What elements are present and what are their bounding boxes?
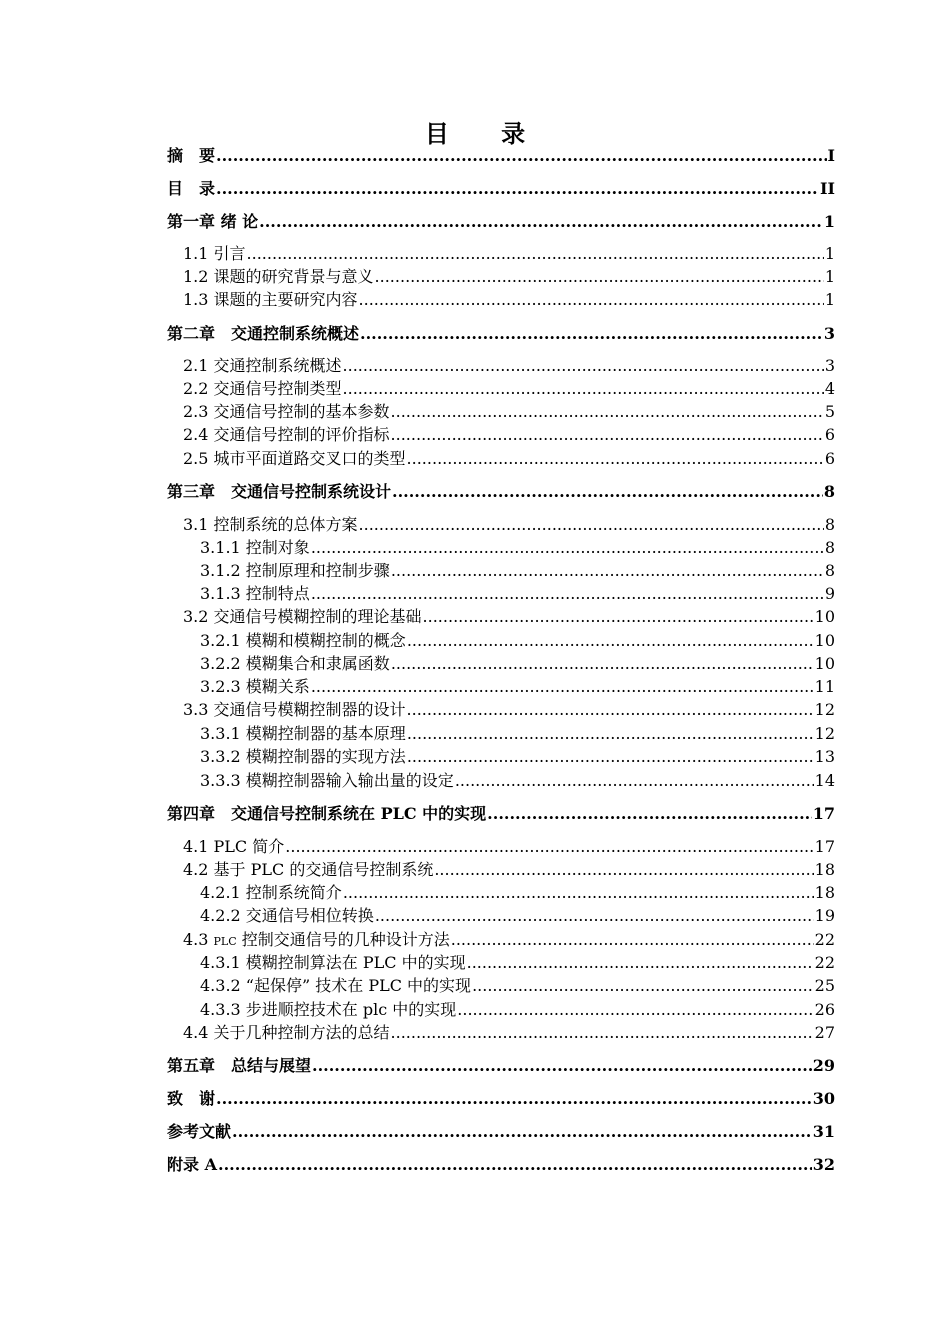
toc-page-number: 10 <box>814 654 835 673</box>
toc-section-entry[interactable] <box>167 378 835 400</box>
toc-section-entry[interactable] <box>167 243 835 265</box>
toc-section-entry[interactable] <box>167 355 835 377</box>
toc-page-number: 18 <box>814 860 835 879</box>
toc-entry-label: 2.1 交通控制系统概述 <box>183 356 342 375</box>
toc-page-number: 27 <box>814 1023 835 1042</box>
toc-entry-label: 摘 要 <box>167 146 216 165</box>
toc-section-entry[interactable] <box>167 583 835 605</box>
toc-dot-leader <box>423 606 814 628</box>
toc-dot-leader <box>375 905 814 927</box>
toc-page-number: 3 <box>823 324 835 343</box>
toc-section-entry[interactable] <box>167 746 835 768</box>
toc-entry-label: 1.1 引言 <box>183 244 246 263</box>
toc-entry-label: 3.3.2 模糊控制器的实现方法 <box>200 747 406 766</box>
toc-entry-label: 第二章 交通控制系统概述 <box>167 324 360 343</box>
toc-chapter-entry[interactable] <box>167 1121 835 1143</box>
toc-page-number: 8 <box>824 561 835 580</box>
toc-dot-leader <box>407 699 814 721</box>
toc-dot-leader <box>391 560 824 582</box>
toc-entry-label: 附录 A <box>167 1155 217 1174</box>
toc-page-number: 29 <box>812 1056 835 1075</box>
toc-chapter-entry[interactable] <box>167 1055 835 1077</box>
toc-chapter-entry[interactable] <box>167 803 835 825</box>
toc-section-entry[interactable] <box>167 699 835 721</box>
toc-dot-leader <box>391 1022 814 1044</box>
toc-page-number: 8 <box>824 538 835 557</box>
toc-dot-leader <box>472 975 814 997</box>
page-title: 目 录 <box>424 119 548 148</box>
toc-page-number: 31 <box>812 1122 835 1141</box>
toc-page-number: 30 <box>812 1089 835 1108</box>
toc-page-number: 1 <box>823 212 835 231</box>
toc-entry-label-abbrev: PLC <box>213 935 237 948</box>
toc-chapter-entry[interactable] <box>167 323 835 345</box>
toc-page-number: 32 <box>812 1155 835 1174</box>
toc-entry-label: 2.2 交通信号控制类型 <box>183 379 342 398</box>
toc-entry-label: 2.3 交通信号控制的基本参数 <box>183 402 390 421</box>
toc-page-number: 6 <box>824 425 835 444</box>
toc-section-entry[interactable] <box>167 606 835 628</box>
toc-entry-label: 2.4 交通信号控制的评价指标 <box>183 425 390 444</box>
toc-page-number: 12 <box>814 724 835 743</box>
toc-section-entry[interactable] <box>167 975 835 997</box>
toc-section-entry[interactable] <box>167 448 835 470</box>
toc-entry-label: 3.2.1 模糊和模糊控制的概念 <box>200 631 406 650</box>
toc-entry-label: 3.2.2 模糊集合和隶属函数 <box>200 654 390 673</box>
toc-entry-label: 3.1.2 控制原理和控制步骤 <box>200 561 390 580</box>
toc-page-number: 1 <box>824 244 835 263</box>
toc-dot-leader <box>216 178 819 200</box>
toc-page-number: 1 <box>824 290 835 309</box>
toc-dot-leader <box>391 424 824 446</box>
toc-dot-leader <box>312 1055 812 1077</box>
toc-entry-label: 致 谢 <box>167 1089 216 1108</box>
toc-dot-leader <box>457 999 813 1021</box>
toc-dot-leader <box>391 401 824 423</box>
toc-dot-leader <box>359 514 824 536</box>
toc-entry-label: 目 录 <box>167 179 216 198</box>
toc-entry-label: 4.2 基于 PLC 的交通信号控制系统 <box>183 860 434 879</box>
toc-chapter-entry[interactable] <box>167 1088 835 1110</box>
toc-dot-leader <box>259 211 823 233</box>
toc-section-entry[interactable] <box>167 424 835 446</box>
toc-dot-leader <box>455 770 814 792</box>
toc-dot-leader <box>451 929 814 951</box>
toc-entry-label: 3.1 控制系统的总体方案 <box>183 515 358 534</box>
toc-section-entry[interactable] <box>167 289 835 311</box>
toc-dot-leader <box>359 289 824 311</box>
toc-page-number: 17 <box>812 804 835 823</box>
toc-page-number: 19 <box>814 906 835 925</box>
toc-section-entry[interactable] <box>167 723 835 745</box>
toc-section-entry[interactable] <box>167 999 835 1021</box>
toc-chapter-entry[interactable] <box>167 211 835 233</box>
toc-page-number: 9 <box>824 584 835 603</box>
toc-section-entry[interactable] <box>167 836 835 858</box>
toc-chapter-entry[interactable] <box>167 481 835 503</box>
toc-dot-leader <box>343 378 824 400</box>
toc-dot-leader <box>487 803 812 825</box>
toc-entry-label: 1.2 课题的研究背景与意义 <box>183 267 374 286</box>
toc-section-entry[interactable] <box>167 952 835 974</box>
toc-page-number: 3 <box>824 356 835 375</box>
toc-entry-label: 2.5 城市平面道路交叉口的类型 <box>183 449 406 468</box>
toc-entry-label: 第一章 绪 论 <box>167 212 259 231</box>
toc-chapter-entry[interactable] <box>167 1154 835 1176</box>
toc-page-number: 5 <box>824 402 835 421</box>
toc-entry-label <box>183 929 450 953</box>
toc-dot-leader <box>407 723 814 745</box>
toc-section-entry[interactable] <box>167 560 835 582</box>
toc-entry-label: 3.1.3 控制特点 <box>200 584 310 603</box>
toc-page-number: 13 <box>814 747 835 766</box>
toc-dot-leader <box>407 630 814 652</box>
toc-page-number: 25 <box>814 976 835 995</box>
toc-section-entry[interactable] <box>167 905 835 927</box>
toc-dot-leader <box>343 882 814 904</box>
toc-section-entry[interactable] <box>167 882 835 904</box>
toc-dot-leader <box>434 859 813 881</box>
toc-entry-label: 4.3.2 “起保停” 技术在 PLC 中的实现 <box>200 976 472 995</box>
toc-page-number: 11 <box>814 677 835 696</box>
toc-entry-label: 3.3.1 模糊控制器的基本原理 <box>200 724 406 743</box>
toc-entry-label: 1.3 课题的主要研究内容 <box>183 290 358 309</box>
toc-page-number: 22 <box>814 953 835 972</box>
toc-dot-leader <box>343 355 824 377</box>
toc-page-number: 14 <box>814 771 835 790</box>
toc-page-number: 22 <box>814 930 835 949</box>
toc-page-number: 6 <box>824 449 835 468</box>
toc-page-number: 26 <box>814 1000 835 1019</box>
toc-dot-leader <box>232 1121 812 1143</box>
toc-chapter-entry[interactable] <box>167 178 835 200</box>
toc-entry-label: 3.3 交通信号模糊控制器的设计 <box>183 700 406 719</box>
toc-entry-label: 第五章 总结与展望 <box>167 1056 312 1075</box>
toc-dot-leader <box>407 448 824 470</box>
toc-dot-leader <box>311 583 824 605</box>
toc-entry-label: 第三章 交通信号控制系统设计 <box>167 482 392 501</box>
toc-page-number: I <box>827 146 835 165</box>
toc-entry-label: 3.2 交通信号模糊控制的理论基础 <box>183 607 422 626</box>
toc-dot-leader <box>467 952 814 974</box>
toc-entry-label: 4.1 PLC 简介 <box>183 837 285 856</box>
toc-entry-label: 3.2.3 模糊关系 <box>200 677 310 696</box>
toc-page-number: 8 <box>824 515 835 534</box>
toc-dot-leader <box>311 676 814 698</box>
toc-entry-label: 4.3.3 步进顺控技术在 plc 中的实现 <box>200 1000 457 1019</box>
toc-section-entry[interactable] <box>167 653 835 675</box>
toc-entry-label: 3.1.1 控制对象 <box>200 538 310 557</box>
toc-section-entry[interactable] <box>167 676 835 698</box>
toc-section-entry[interactable] <box>167 630 835 652</box>
toc-entry-label: 4.3.1 模糊控制算法在 PLC 中的实现 <box>200 953 466 972</box>
toc-section-entry[interactable] <box>167 514 835 536</box>
toc-dot-leader <box>311 537 824 559</box>
toc-entry-label-suffix: 控制交通信号的几种设计方法 <box>236 930 450 949</box>
toc-dot-leader <box>216 1088 812 1110</box>
toc-dot-leader <box>285 836 813 858</box>
toc-entry-label: 参考文献 <box>167 1122 232 1141</box>
toc-page-number: 4 <box>824 379 835 398</box>
toc-section-entry[interactable] <box>167 770 835 792</box>
toc-section-entry[interactable] <box>167 401 835 423</box>
toc-page-number: 1 <box>824 267 835 286</box>
toc-entry-label: 4.2.2 交通信号相位转换 <box>200 906 374 925</box>
toc-chapter-entry[interactable] <box>167 145 835 167</box>
toc-page-number: II <box>820 179 835 198</box>
toc-dot-leader <box>360 323 823 345</box>
toc-dot-leader <box>247 243 824 265</box>
toc-page-number: 8 <box>823 482 835 501</box>
toc-page-number: 10 <box>814 631 835 650</box>
toc-entry-label: 4.4 关于几种控制方法的总结 <box>183 1023 390 1042</box>
toc-page-number: 17 <box>814 837 835 856</box>
toc-dot-leader <box>375 266 824 288</box>
toc-section-entry[interactable] <box>167 859 835 881</box>
toc-entry-label: 第四章 交通信号控制系统在 PLC 中的实现 <box>167 804 487 823</box>
toc-page-number: 12 <box>814 700 835 719</box>
toc-dot-leader <box>216 145 827 167</box>
toc-dot-leader <box>407 746 814 768</box>
toc-section-entry[interactable] <box>167 266 835 288</box>
toc-page-number: 10 <box>814 607 835 626</box>
toc-page-number: 18 <box>814 883 835 902</box>
toc-entry-label: 4.2.1 控制系统简介 <box>200 883 342 902</box>
toc-section-entry[interactable] <box>167 929 835 951</box>
toc-entry-label: 3.3.3 模糊控制器输入输出量的设定 <box>200 771 454 790</box>
toc-section-entry[interactable] <box>167 537 835 559</box>
toc-entry-label-prefix: 4.3 <box>183 930 214 949</box>
toc-section-entry[interactable] <box>167 1022 835 1044</box>
toc-dot-leader <box>218 1154 812 1176</box>
toc-dot-leader <box>392 481 823 503</box>
toc-dot-leader <box>391 653 814 675</box>
